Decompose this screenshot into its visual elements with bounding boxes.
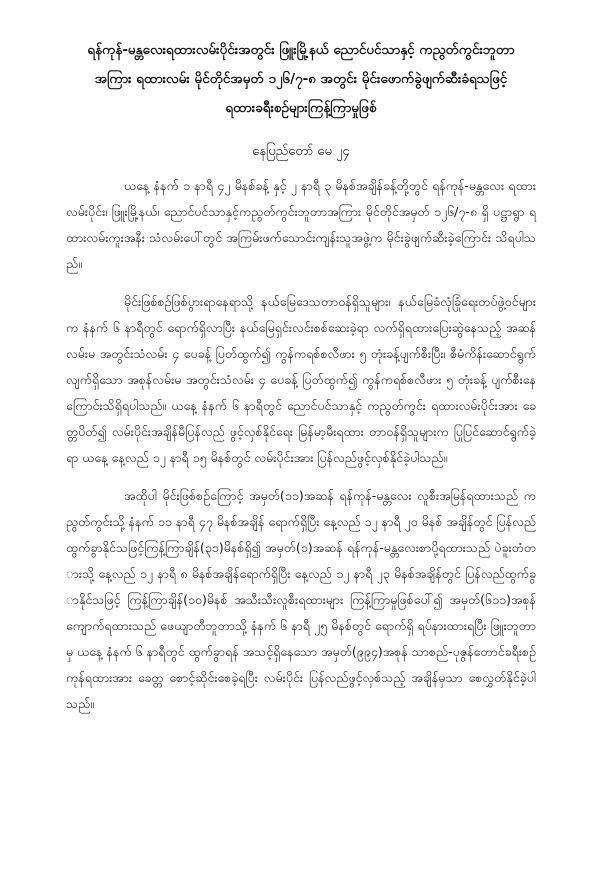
headline-line-3: ရထားခရီးစဉ်များကြန့်ကြာမှုဖြစ် [225, 100, 377, 116]
paragraph-2: မိုင်းဖြစ်စဉ်ဖြစ်ပွားရာနေရာသို့ နယ်မြေဒေသတာဝန်ရှိသူများ၊ နယ်မြေခံလုံခြုံရေးတပ်ဖွဲ့ဝင်များက နံနက် ၆ နာရီတွင် ရောက်ရှိလာပြီး နယ်မြေရှင်းလင်းစစ်ဆေးခဲ့ရာ လက်ရှိရထားပြေးဆွဲနေသည့် အဆန်လမ်းမ အတွင်းသံလမ်း ၄ ပေခန့် ပြတ်ထွက်၍ ကွန်ကရစ်စလီဖား ၅ တုံးခန့်ပျက်စီးပြီး၊ စီမံကိန်းဆောင်ရွက်လျက်ရှိသော အစုန်လမ်းမ အတွင်းသံလမ်း ၄ ပေခန့် ပြတ်ထွက်၍ ကွန်ကရစ်စလီဖား ၅ တုံးခန့် ပျက်စီးနေကြောင်းသိရှိရပါသည်။ ယနေ့ နံနက် ၆ နာရီတွင် ညောင်ပင်သာနှင့် ကညွတ်ကွင်း ရထားလမ်းပိုင်းအား ခေတ္တပိတ်၍ လမ်းပိုင်းအချိန်မီပြန်လည် ဖွင့်လှစ်နိုင်ရေး မြန်မာ့မီးရထား တာဝန်ရှိသူများက ပြုပြင်ဆောင်ရွက်ခဲ့ရာ ယနေ့ နေ့လည် ၁၂ နာရီ ၁၅ မိနစ်တွင် လမ်းပိုင်းအား ပြန်လည်ဖွင့်လှစ်နိုင်ခဲ့ပါသည်။ [66, 294, 536, 465]
dateline: နေပြည်တော် မေ ၂၄ [252, 144, 350, 159]
paragraph-3: အထိုပါ မိုင်းဖြစ်စဉ်ကြောင့် အမှတ်(၁၁)အဆန် ရန်ကုန်-မန္တလေး လူစီးအမြန်ရထားသည် ကညွတ်ကွင်းသို့ နံနက် ၁၁ နာရီ ၄၇ မိနစ်အချိန် ရောက်ရှိပြီး နေ့လည် ၁၂ နာရီ ၂၀ မိနစ် အချိန်တွင် ပြန်လည်ထွက်ခွာနိုင်သဖြင့်ကြန့်ကြာချိန်(၃၁)မိနစ်ရှိ၍ အမှတ်(၁)အဆန် ရန်ကုန်-မန္တလေးစာပို့ရထားသည် ပဲခူးတံတားသို့ နေ့လည် ၁၂ နာရီ ၈ မိနစ်အချိန်ရောက်ရှိပြီး နေ့လည် ၁၂ နာရီ ၂၃ မိနစ်အချိန်တွင် ပြန်လည်ထွက်ခွာနိုင်သဖြင့် ကြန့်ကြာချိန်(၁၀)မိနစ် အသီးသီးလူစီးရထားများ ကြန့်ကြာမှုဖြစ်ပေါ်၍ အမှတ်(၆၁၁)အစုန် ကျောက်ရထားသည် ဖေယျာတီဘူတာသို့ နံနက် ၆ နာရီ ၂၅ မိနစ်တွင် ရောက်ရှိ ရပ်နားထားရပြီး ဖြူးဘူတာမှ ယနေ့ နံနက် ၆ နာရီတွင် ထွက်ခွာရန် အသင့်ရှိနေသော အမှတ်(၉၉၄)အစုန် သာစည်-ပုဇွန်တောင်ခရီးစဉ် ကုန်ရထားအား ခေတ္တ စောင့်ဆိုင်းစေခဲ့ရပြီး လမ်းပိုင်း ပြန်လည်ဖွင့်လှစ်သည့် အချိန်မှသာ စေလွှတ်နိုင်ခဲ့ပါသည်။ [66, 488, 536, 711]
headline [66, 36, 536, 123]
headline-line-2: အကြား ရထားလမ်း မိုင်တိုင်အမှတ် ၁၂၆/၇-၈ အတွင်း မိုင်းဖောက်ခွဲဖျက်ဆီးခံရသဖြင့် [94, 71, 508, 87]
headline-line-1: ရန်ကုန်-မန္တလေးရထားလမ်းပိုင်းအတွင်း ဖြူးမြို့နယ် ညောင်ပင်သာနှင့် ကညွတ်ကွင်းဘူတာ [87, 42, 515, 58]
paragraph-1: ယနေ့ နံနက် ၁ နာရီ ၄၂ မိနစ်ခန့် နှင့် ၂ နာရီ ၃ မိနစ်အချိန်ခန့်တို့တွင် ရန်ကုန်-မန္တလေး ရထားလမ်းပိုင်း၊ ဖြူးမြို့နယ်၊ ညောင်ပင်သာနှင့်ကညွတ်ကွင်းဘူတာအကြား မိုင်တိုင်အမှတ် ၁၂၆/၇-၈ ရှိ ပဋ္ဌာရွာ ရထားလမ်းကူးအနီး သံလမ်းပေါ်တွင် အကြမ်းဖက်သောင်းကျန်းသူအဖွဲ့က မိုင်းခွဲဖျက်ဆီးခဲ့ကြောင်း သိရပါသည်။ [66, 178, 536, 271]
